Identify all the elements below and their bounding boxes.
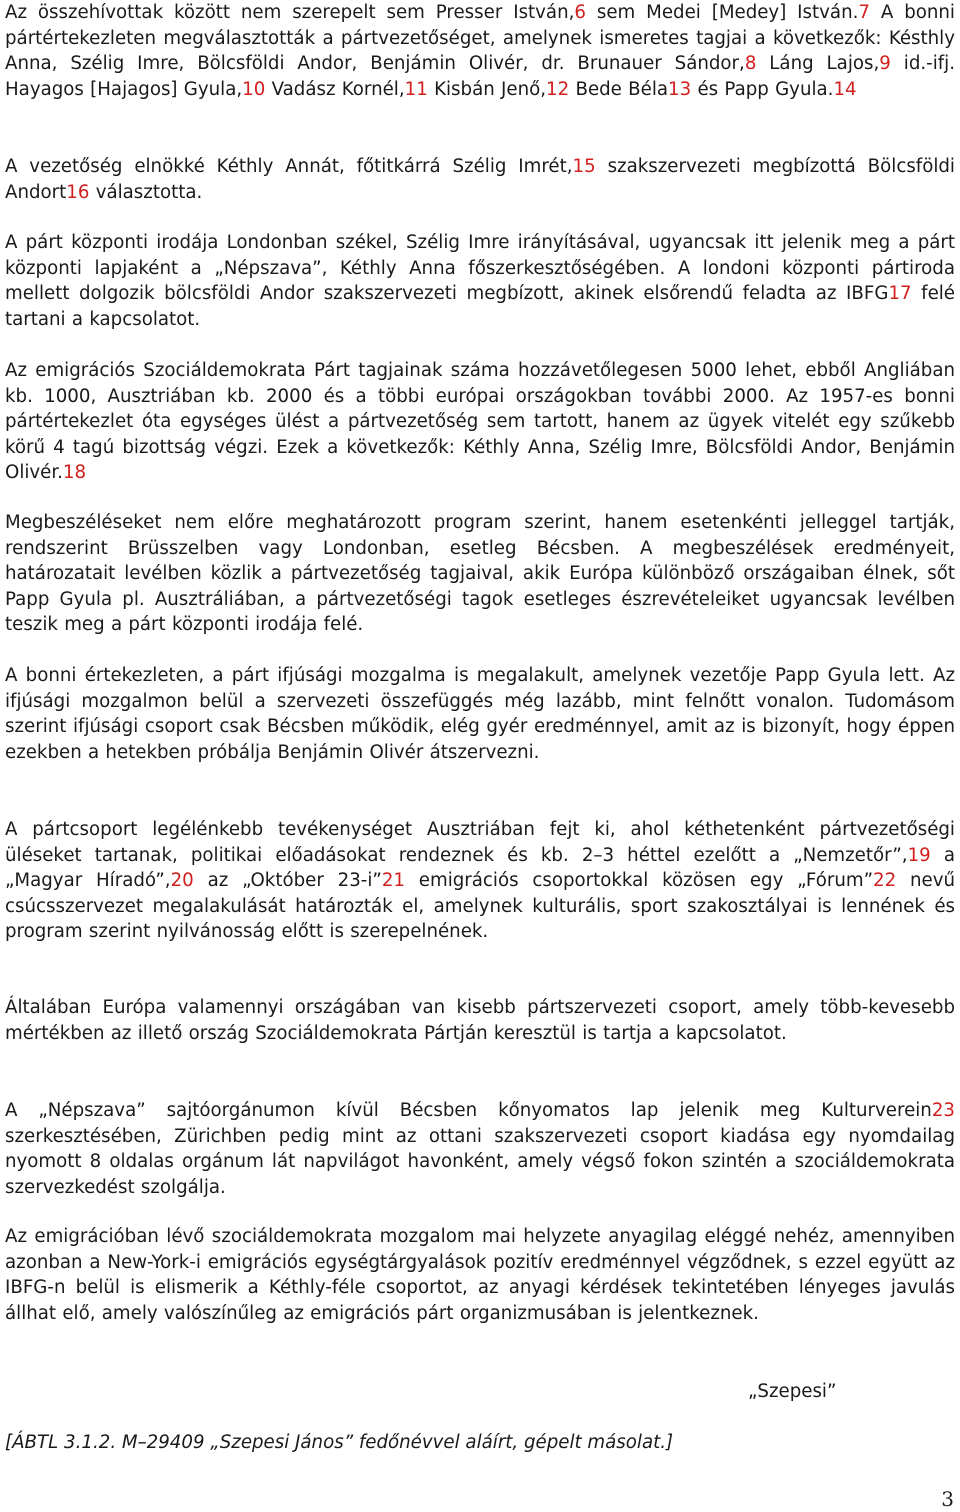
paragraph-text: szerkesztésében, Zürichben pedig mint az ottani szakszervezeti csoport kiadása egy nyomdailag nyomott 8 oldalas orgánum lát napvilágot havonként, amely végső fokon szintén a szociáldemokrata szervezkedést szolgálja. — [5, 1125, 955, 1198]
paragraph-text: szakszervezeti megbízottá Bölcsföldi Andort — [5, 156, 955, 203]
footnote-reference: 14 — [833, 78, 857, 100]
footnote-reference: 22 — [873, 870, 897, 892]
footnote-reference: 12 — [546, 78, 570, 100]
footnote-reference: 17 — [888, 283, 912, 305]
footnote-reference: 11 — [404, 78, 428, 100]
paragraph-text: A bonni értekezleten, a párt ifjúsági mozgalma is megalakult, amelynek vezetője Papp Gyula lett. Az ifjúsági mozgalmon belül a szervezeti összefüggés még lazább, mint felnőtt vonalon. Tudomásom szerint ifjúsági csoport csak Bécsben működik, elég gyér eredménnyel, amit az is bizonyít, hogy éppen ezekben a hetekben próbálja Benjámin Olivér átszervezni. — [5, 665, 955, 763]
paragraph-text: sem Medei [Medey] István. — [585, 2, 859, 23]
paragraph — [5, 1098, 955, 1200]
paragraph-text: felé tartani a kapcsolatot. — [5, 283, 955, 330]
footnote-reference: 21 — [381, 870, 405, 892]
paragraph-text: A pártcsoport legélénkebb tevékenységet Ausztriában fejt ki, ahol kéthetenként pártvezetőségi üléseket tartanak, politikai előadásokat rendeznek és kb. 2–3 héttel ezelőtt a „Nemzetőr”, — [5, 819, 955, 866]
paragraph-text: Az emigrációban lévő szociáldemokrata mozgalom mai helyzete anyagilag eléggé nehéz, amennyiben azonban a New-York-i emigrációs egységtárgyalások pozitív eredménnyel végződnek, s ezzel együtt az IBFG-n belül is elismerik a Kéthly-féle csoportot, az anyagi kérdések tekintetében lényeges javulás állhat elő, amely valószínűleg az emigrációs párt organizmusában is jelentkeznek. — [5, 1226, 955, 1324]
paragraph-text: Bede Béla — [569, 78, 669, 100]
footnote-reference: 19 — [907, 844, 931, 866]
paragraph-text: A vezetőség elnökké Kéthly Annát, főtitkárrá Szélig Imrét, — [5, 156, 573, 177]
paragraph — [5, 1224, 955, 1326]
footnote-reference: 13 — [668, 78, 692, 100]
footnote-reference: 16 — [66, 181, 90, 203]
footnote-reference: 7 — [858, 2, 870, 23]
footnote-reference: 6 — [574, 2, 586, 23]
footnote-reference: 15 — [572, 156, 596, 177]
paragraph — [5, 358, 955, 486]
paragraph-text: id.-ifj. Hayagos [Hajagos] Gyula, — [5, 53, 955, 100]
paragraph-text: A párt központi irodája Londonban székel, Szélig Imre irányításával, ugyancsak itt jelenik meg a párt központi lapjaként a „Népszava”, Kéthly Anna főszerkesztőségében. A londoni központi pártiroda mellett dolgozik bölcsföldi Andor szakszervezeti megbízott, akinek elsőrendű feladta az IBFG — [5, 232, 955, 305]
archive-source-note: [ÁBTL 3.1.2. M–29409 „Szepesi János” fedőnévvel aláírt, gépelt másolat.] — [5, 1432, 674, 1453]
paragraph-text: Megbeszéléseket nem előre meghatározott program szerint, hanem esetenkénti jelleggel tartják, rendszerint Brüsszelben vagy Londonban, esetleg Bécsben. A megbeszélések eredményeit, határozatait levélben közlik a pártvezetőség tagjaival, akik Európa különböző országaiban élnek, sőt Papp Gyula pl. Ausztráliában, a pártvezetőségi tagok esetleges észrevételeiket ugyancsak levélben teszik meg a párt központi irodája felé. — [5, 512, 955, 636]
footnote-reference: 10 — [242, 78, 266, 100]
paragraph-text: Láng Lajos, — [756, 53, 880, 75]
page-number: 3 — [941, 1487, 954, 1511]
paragraph-text: Kisbán Jenő, — [427, 78, 547, 100]
signature: „Szepesi” — [748, 1381, 837, 1402]
paragraph-text: Az összehívottak között nem szerepelt sem Presser István, — [5, 2, 575, 23]
paragraph-text: és Papp Gyula. — [691, 78, 834, 100]
paragraph — [5, 0, 955, 102]
footnote-reference: 8 — [744, 53, 757, 75]
paragraph-text: Általában Európa valamennyi országában van kisebb pártszervezeti csoport, amely több-kevesebb mértékben az illető ország Szociáldemokrata Pártján keresztül is tartja a kapcsolatot. — [5, 997, 955, 1044]
paragraph — [5, 510, 955, 638]
paragraph-text: Vadász Kornél, — [265, 78, 405, 100]
paragraph-text: A „Népszava” sajtóorgánumon kívül Bécsben kőnyomatos lap jelenik meg Kulturverein — [5, 1100, 932, 1121]
paragraph-text: nevű csúcsszervezet megalakulását határozták el, amelynek kulturális, sport szakosztályai is lennének és program szerint nyilvánosság előtt is szerepelnének. — [5, 870, 955, 943]
paragraph — [5, 817, 955, 945]
footnote-reference: 18 — [62, 462, 87, 484]
paragraph-text: az „Október 23-i” — [193, 870, 382, 892]
paragraph-text: A bonni pártértekezleten megválasztották a pártvezetőséget, amelynek ismeretes tagjai a következők: Késthly Anna, Szélig Imre, Bölcsföldi Andor, Benjámin Olivér, dr. Brunauer Sándor, — [5, 2, 955, 75]
paragraph — [5, 663, 955, 765]
paragraph-text: választotta. — [89, 181, 203, 203]
paragraph — [5, 230, 955, 332]
paragraph-text: a „Magyar Híradó”, — [5, 844, 955, 892]
paragraph-text: Az emigrációs Szociáldemokrata Párt tagjainak száma hozzávetőlegesen 5000 lehet, ebből Angliában kb. 1000, Ausztriában kb. 2000 és a többi európai országokban további 2000. Az 1957-es bonni pártértekezlet óta egységes ülést a pártvezetőség sem tartott, hanem az ügyek vitelét egy szűkebb körű 4 tagú bizottság végzi. Ezek a következők: Kéthly Anna, Szélig Imre, Bölcsföldi Andor, Benjámin Olivér. — [5, 360, 955, 484]
paragraph — [5, 154, 955, 205]
footnote-reference: 9 — [879, 53, 891, 75]
paragraph — [5, 995, 955, 1046]
footnote-reference: 20 — [170, 870, 194, 892]
footnote-reference: 23 — [931, 1100, 955, 1121]
paragraph-text: emigrációs csoportokkal közösen egy „Fórum” — [404, 870, 874, 892]
